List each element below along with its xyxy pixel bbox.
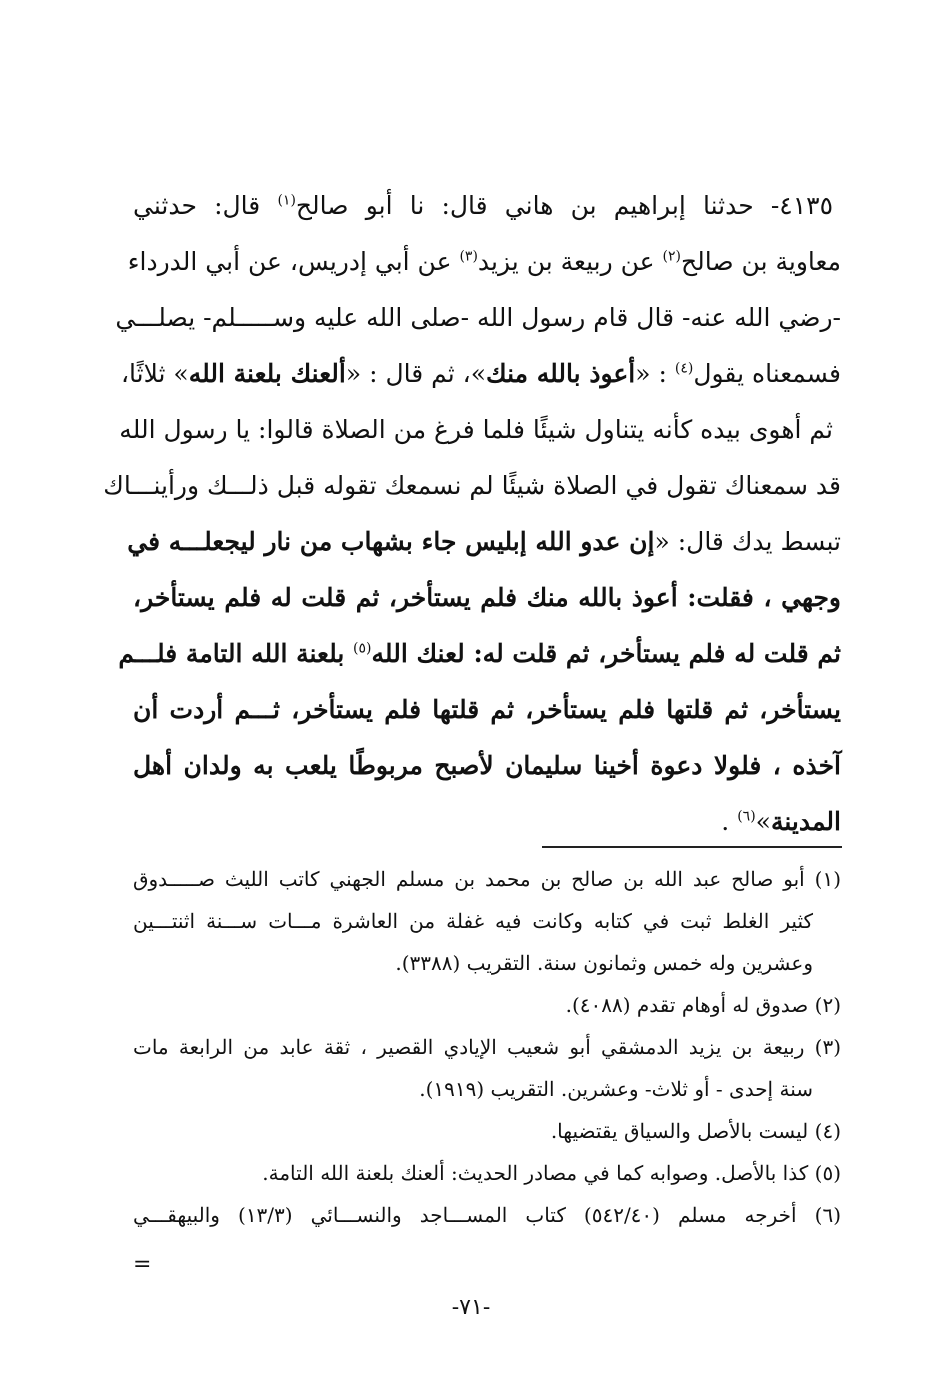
footnote-label: (٥) xyxy=(814,1161,841,1185)
footnote-ref[interactable]: (٤) xyxy=(674,360,694,377)
footnote-line xyxy=(133,1110,841,1152)
text-segment: » ثلاثًا، xyxy=(120,359,189,388)
footnotes xyxy=(133,858,841,1236)
footnote-line xyxy=(133,1152,841,1194)
footnote-line: سنة إحدى - أو ثلاث- وعشرين. التقريب (١٩١٩). xyxy=(419,1077,813,1101)
footnote-text: كذا بالأصل. وصوابه كما في مصادر الحديث: ألعنك بلعنة الله التامة. xyxy=(262,1161,809,1185)
text-line: قد سمعناك تقول في الصلاة شيئًا لم نسمعك تقوله قبل ذلـــك ورأينـــاك xyxy=(103,471,841,500)
text-segment: عن أبي إدريس، عن أبي الدرداء xyxy=(127,247,460,276)
page-number: -٧١- xyxy=(451,1295,491,1320)
footnote-ref[interactable]: (٢) xyxy=(662,248,681,265)
text-segment: . xyxy=(721,807,738,836)
text-line xyxy=(120,346,841,402)
footnote-label: (٦) xyxy=(814,1203,842,1227)
footnote-line xyxy=(133,984,841,1026)
footnote-ref[interactable]: (٣) xyxy=(459,248,478,265)
text-line xyxy=(133,178,841,234)
quoted-text: إن عدو الله إبليس جاء بشهاب من نار ليجعلـــه في xyxy=(127,527,655,556)
text-line: وجهي ، فقلت: أعوذ بالله منك فلم يستأخر، ثم قلت له فلم يستأخر، xyxy=(133,583,841,612)
footnote-text: صدوق له أوهام تقدم (٤٠٨٨). xyxy=(565,993,809,1017)
text-segment: قال: حدثني xyxy=(133,191,278,220)
footnote-line xyxy=(133,1194,841,1236)
text-segment: »، ثم قال : « xyxy=(345,359,487,388)
quoted-text: بلعنة الله التامة فلـــم xyxy=(118,639,354,668)
footnote-line: كثير الغلط ثبت في كتابه وكانت فيه غفلة من العاشرة مـــات ســـنة اثنتـــين xyxy=(133,909,813,933)
quoted-text: ثم قلت له فلم يستأخر، ثم قلت له: لعنك الله xyxy=(371,639,841,668)
text-segment: عن ربيعة بن يزيد xyxy=(477,247,663,276)
footnote-ref[interactable]: (٦) xyxy=(737,808,756,825)
text-segment: فسمعناه يقول xyxy=(693,359,841,388)
text-segment: » xyxy=(755,807,771,836)
footnote-line: وعشرين وله خمس وثمانون سنة. التقريب (٣٣٨٨). xyxy=(395,951,813,975)
footnote-ref[interactable]: (١) xyxy=(277,192,296,209)
footnote-label: (٣) xyxy=(814,1035,841,1059)
text-line xyxy=(133,794,841,850)
footnote-line xyxy=(133,1026,841,1068)
footnote-divider xyxy=(542,846,842,848)
quoted-text: ألعنك بلعنة الله xyxy=(188,359,346,388)
text-line: ثم أهوى بيده كأنه يتناول شيئًا فلما فرغ من الصلاة قالوا: يا رسول الله xyxy=(119,415,833,444)
text-line xyxy=(118,626,841,682)
footnote-ref[interactable]: (٥) xyxy=(353,640,372,657)
footnote-text: أبو صالح عبد الله بن صالح بن محمد بن مسلم الجهني كاتب الليث صـــــدوق xyxy=(133,867,805,891)
text-segment: ٤١٣٥- حدثنا إبراهيم بن هاني قال: نا أبو صالح xyxy=(295,191,834,220)
footnote-text: أخرجه مسلم (٥٤٢/٤٠) كتاب المســـاجد والنســـائي (١٣/٣) والبيهقـــي xyxy=(133,1203,797,1227)
hadith-text xyxy=(103,178,841,850)
footnote-line xyxy=(133,858,841,900)
text-segment: : « xyxy=(635,359,675,388)
footnote-label: (٢) xyxy=(814,993,841,1017)
continuation-mark: = xyxy=(133,1252,152,1277)
text-line xyxy=(127,234,841,290)
footnote-text: ليست بالأصل والسياق يقتضيها. xyxy=(550,1119,809,1143)
footnote-label: (٤) xyxy=(814,1119,841,1143)
text-line: يستأخر، ثم قلتها فلم يستأخر، ثم قلتها فلم يستأخر، ثـــم أردت أن xyxy=(133,695,841,724)
text-segment: تبسط يدك قال: « xyxy=(654,527,841,556)
text-line: آخذه ، فلولا دعوة أخينا سليمان لأصبح مربوطًا يلعب به ولدان أهل xyxy=(133,751,841,780)
footnote-text: ربيعة بن يزيد الدمشقي أبو شعيب الإيادي القصير ، ثقة عابد من الرابعة مات xyxy=(133,1035,805,1059)
text-line: -رضي الله عنه- قال قام رسول الله -صلى الله عليه وســـــلم- يصلـــي xyxy=(115,303,841,332)
footnote-label: (١) xyxy=(814,867,842,891)
quoted-text: المدينة xyxy=(770,807,841,836)
quoted-text: أعوذ بالله منك xyxy=(486,359,636,388)
text-line xyxy=(127,514,841,570)
text-segment: معاوية بن صالح xyxy=(681,247,841,276)
